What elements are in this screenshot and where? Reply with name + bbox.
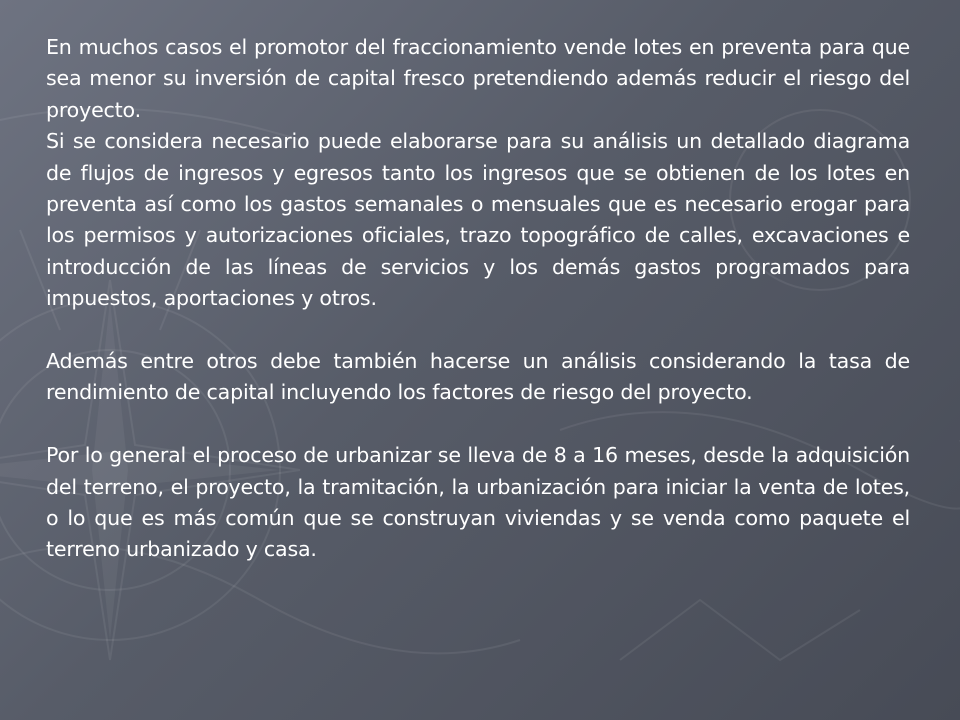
paragraph-preventa: En muchos casos el promotor del fraccionamiento vende lotes en preventa para que sea menor su inversión de capital fresco pretendiendo además reducir el riesgo del proyecto. xyxy=(46,35,910,122)
paragraph-proceso: Por lo general el proceso de urbanizar se lleva de 8 a 16 meses, desde la adquisición del terreno, el proyecto, la tramitación, la urbanización para iniciar la venta de lotes, o lo que es más común que se construyan viviendas y se venda como paquete el terreno urbanizado y casa. xyxy=(46,443,910,562)
paragraph-flujos: Si se considera necesario puede elaborarse para su análisis un detallado diagrama de flujos de ingresos y egresos tanto los ingresos que se obtienen de los lotes en preventa así como los gastos semanales o mensuales que es necesario erogar para los permisos y autorizaciones oficiales, trazo topográfico de calles, excavaciones e introducción de las líneas de servicios y los demás gastos programados para impuestos, aportaciones y otros. xyxy=(46,129,910,311)
paragraph-rendimiento: Además entre otros debe también hacerse un análisis considerando la tasa de rendimiento de capital incluyendo los factores de riesgo del proyecto. xyxy=(46,349,910,405)
slide-text-body xyxy=(46,32,910,566)
